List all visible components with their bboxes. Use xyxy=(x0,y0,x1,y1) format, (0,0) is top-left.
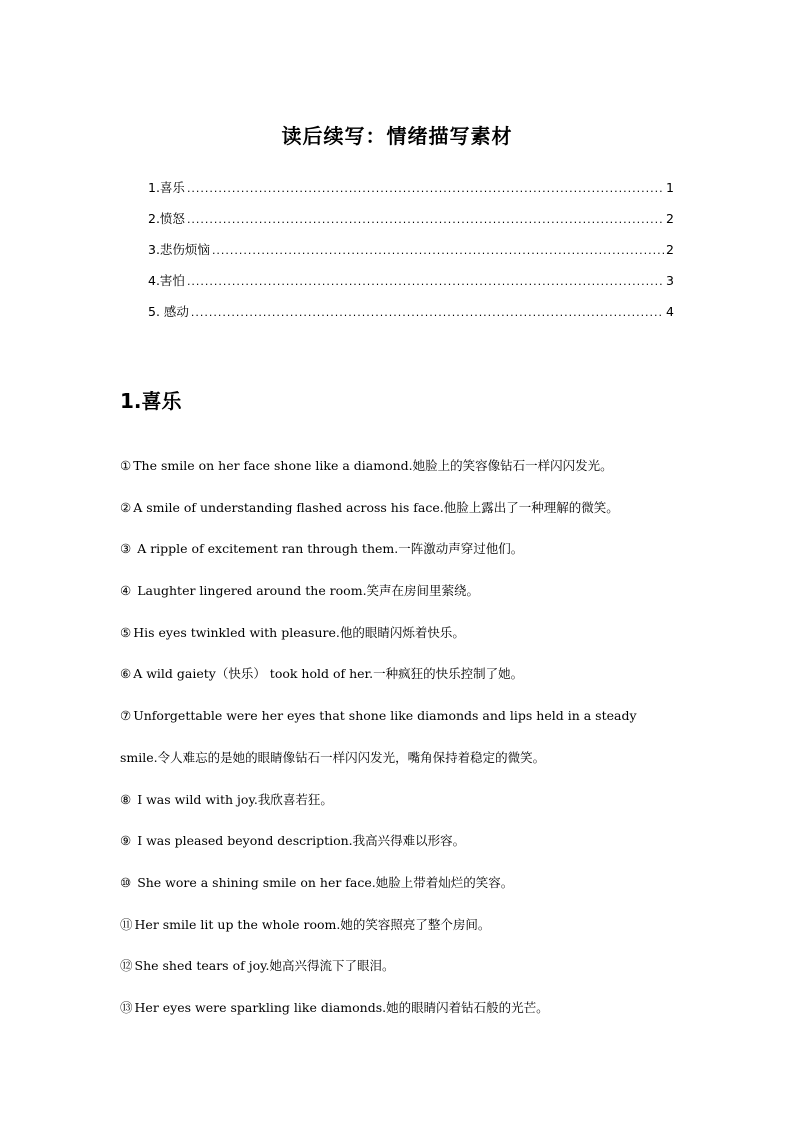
item-text: A smile of understanding flashed across his face.他脸上露出了一种理解的微笑。 xyxy=(133,499,619,515)
list-item xyxy=(120,820,680,862)
toc-leader-dots xyxy=(212,244,664,257)
list-item xyxy=(120,945,680,987)
toc-page-number: 2 xyxy=(666,211,674,226)
toc-page-number: 1 xyxy=(666,180,674,195)
toc-label: 3.悲伤烦恼 xyxy=(148,242,210,257)
toc-label: 5. 感动 xyxy=(148,304,189,319)
toc-entry-5[interactable] xyxy=(148,302,674,333)
item-text: She shed tears of joy.她高兴得流下了眼泪。 xyxy=(134,958,395,974)
list-item xyxy=(120,904,680,946)
toc-leader-dots xyxy=(187,182,664,195)
item-text: A wild gaiety（快乐） took hold of her.一种疯狂的快乐控制了她。 xyxy=(133,666,524,682)
list-item xyxy=(120,695,680,737)
item-number: ⑥ xyxy=(120,666,132,682)
item-text: Her eyes were sparkling like diamonds.她的眼睛闪着钻石般的光芒。 xyxy=(134,999,549,1015)
item-text: I was pleased beyond description.我高兴得难以形容。 xyxy=(133,833,466,849)
item-number: ⑤ xyxy=(120,624,132,640)
item-text: Laughter lingered around the room.笑声在房间里萦绕。 xyxy=(133,583,480,599)
toc-entry-2[interactable] xyxy=(148,209,674,240)
toc-leader-dots xyxy=(191,306,664,319)
item-text: His eyes twinkled with pleasure.他的眼睛闪烁着快乐。 xyxy=(133,624,465,640)
list-item xyxy=(120,612,680,654)
item-number: ⑨ xyxy=(120,833,132,849)
list-item xyxy=(120,528,680,570)
list-item xyxy=(120,445,680,487)
item-number: ⑩ xyxy=(120,874,132,890)
list-item xyxy=(120,987,680,1029)
toc-leader-dots xyxy=(187,213,664,226)
list-item-continuation xyxy=(120,737,680,779)
section-heading: 1.喜乐 xyxy=(120,389,182,413)
toc-label: 4.害怕 xyxy=(148,273,185,288)
table-of-contents xyxy=(148,178,674,333)
toc-label: 1.喜乐 xyxy=(148,180,185,195)
item-number: ⑫ xyxy=(120,958,133,974)
item-number: ⑪ xyxy=(120,916,133,932)
list-item xyxy=(120,779,680,821)
item-number: ⑬ xyxy=(120,999,133,1015)
item-text: Unforgettable were her eyes that shone like diamonds and lips held in a steady xyxy=(133,708,637,724)
toc-page-number: 2 xyxy=(666,242,674,257)
toc-leader-dots xyxy=(187,275,664,288)
item-number: ① xyxy=(120,458,132,473)
item-text: I was wild with joy.我欣喜若狂。 xyxy=(133,791,333,807)
list-item xyxy=(120,653,680,695)
item-text: She wore a shining smile on her face.她脸上带着灿烂的笑容。 xyxy=(133,874,514,890)
toc-entry-3[interactable] xyxy=(148,240,674,271)
item-number: ④ xyxy=(120,583,132,599)
document-title: 读后续写：情绪描写素材 xyxy=(281,124,513,148)
phrase-list xyxy=(120,445,680,1029)
item-text: smile.令人难忘的是她的眼睛像钻石一样闪闪发光，嘴角保持着稳定的微笑。 xyxy=(120,749,546,765)
item-number: ③ xyxy=(120,541,132,557)
item-number: ⑧ xyxy=(120,791,132,807)
list-item xyxy=(120,570,680,612)
item-number: ② xyxy=(120,499,132,515)
item-text: A ripple of excitement ran through them.一阵激动声穿过他们。 xyxy=(133,541,524,557)
toc-entry-4[interactable] xyxy=(148,271,674,302)
item-text: The smile on her face shone like a diamond.她脸上的笑容像钻石一样闪闪发光。 xyxy=(133,458,613,473)
list-item xyxy=(120,487,680,529)
toc-label: 2.愤怒 xyxy=(148,211,185,226)
item-number: ⑦ xyxy=(120,708,132,724)
toc-entry-1[interactable] xyxy=(148,178,674,209)
toc-page-number: 4 xyxy=(666,304,674,319)
item-text: Her smile lit up the whole room.她的笑容照亮了整个房间。 xyxy=(134,916,491,932)
toc-page-number: 3 xyxy=(666,273,674,288)
list-item xyxy=(120,862,680,904)
